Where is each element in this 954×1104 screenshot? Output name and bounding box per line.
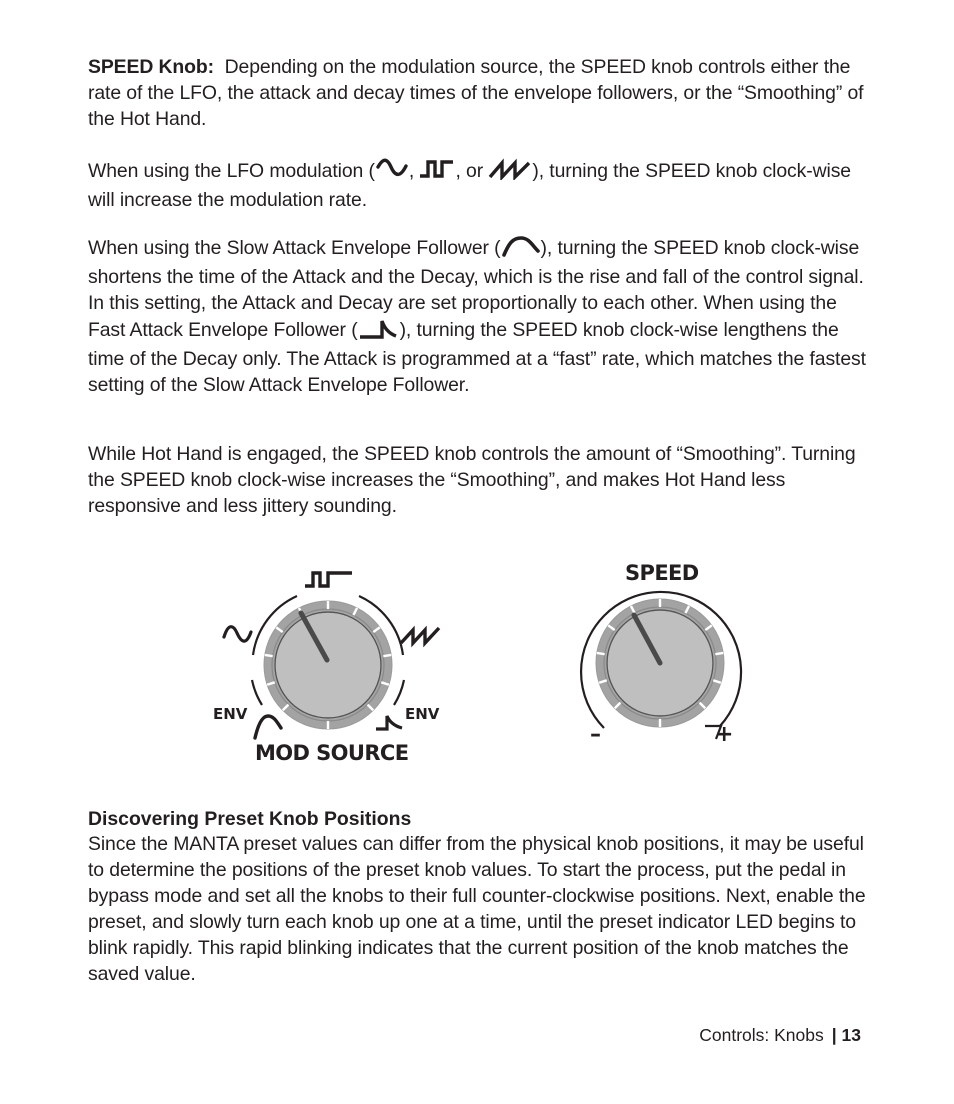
sawtooth-wave-icon — [401, 628, 439, 643]
slow-attack-envelope-icon — [255, 716, 281, 738]
speed-minus-label: – — [590, 722, 601, 747]
preset-heading: Discovering Preset Knob Positions — [88, 808, 412, 830]
envelope-paragraph — [88, 235, 878, 398]
fast-attack-envelope-icon — [358, 317, 400, 347]
footer-section-label: Controls: Knobs — [699, 1025, 824, 1045]
mod-source-label: MOD SOURCE — [255, 741, 409, 765]
lfo-text-after: ), turning the SPEED knob clock-wise will increase the modulation rate. — [88, 160, 851, 211]
env-text-middle: ), turning the SPEED knob clock-wise shortens the time of the Attack and the Decay, which is the rise and fall of the control signal. In this setting, the Attack and Decay are set proportionally to each other. When using the Fast Attack Envelope Follower ( — [88, 237, 864, 341]
speed-knob-label: SPEED Knob: — [88, 56, 215, 78]
square-wave-icon — [305, 573, 352, 586]
mod-source-knob — [264, 601, 392, 729]
sine-wave-icon — [375, 158, 409, 188]
speed-knob — [596, 599, 724, 727]
lfo-sep-1: , — [408, 160, 415, 182]
lfo-paragraph — [88, 158, 878, 214]
fast-attack-envelope-icon — [376, 716, 402, 729]
lfo-sep-2: , or — [455, 160, 484, 182]
speed-label: SPEED — [625, 561, 699, 585]
hothand-paragraph: While Hot Hand is engaged, the SPEED knob controls the amount of “Smoothing”. Turning the SPEED knob clock-wise increases the “Smoothing”, and makes Hot Hand less responsive and less jittery sounding. — [88, 443, 856, 517]
lfo-text-before: When using the LFO modulation ( — [88, 160, 375, 182]
speed-intro-paragraph — [88, 55, 878, 133]
page-number: 13 — [841, 1025, 861, 1045]
knob-diagram — [0, 540, 954, 780]
square-wave-icon — [419, 158, 455, 188]
footer-separator: | — [831, 1025, 837, 1045]
speed-plus-label: + — [715, 722, 734, 747]
env-text-before: When using the Slow Attack Envelope Follower ( — [88, 237, 501, 259]
env-text-after: ), turning the SPEED knob clock-wise lengthens the time of the Decay only. The Attack is programmed at a “fast” rate, which matches the fastest setting of the Slow Attack Envelope Follower. — [88, 318, 866, 396]
sawtooth-wave-icon — [488, 158, 532, 188]
page-footer — [699, 1022, 861, 1048]
preset-paragraph: Since the MANTA preset values can differ from the physical knob positions, it may be useful to determine the positions of the preset knob values. To start the process, put the pedal in bypass mode and set all the knobs to their full counter-clockwise positions. Next, enable the preset, and slowly turn each knob up one at a time, until the preset indicator LED begins to blink rapidly. This rapid blinking indicates that the current position of the knob matches the saved value. — [88, 833, 866, 985]
sine-wave-icon — [224, 627, 251, 641]
env-right-label: ENV — [405, 705, 440, 723]
env-left-label: ENV — [213, 705, 248, 723]
speed-intro-text: Depending on the modulation source, the SPEED knob controls either the rate of the LFO, the attack and decay times of the envelope followers, or the “Smoothing” of the Hot Hand. — [88, 56, 864, 130]
slow-attack-envelope-icon — [501, 235, 541, 265]
